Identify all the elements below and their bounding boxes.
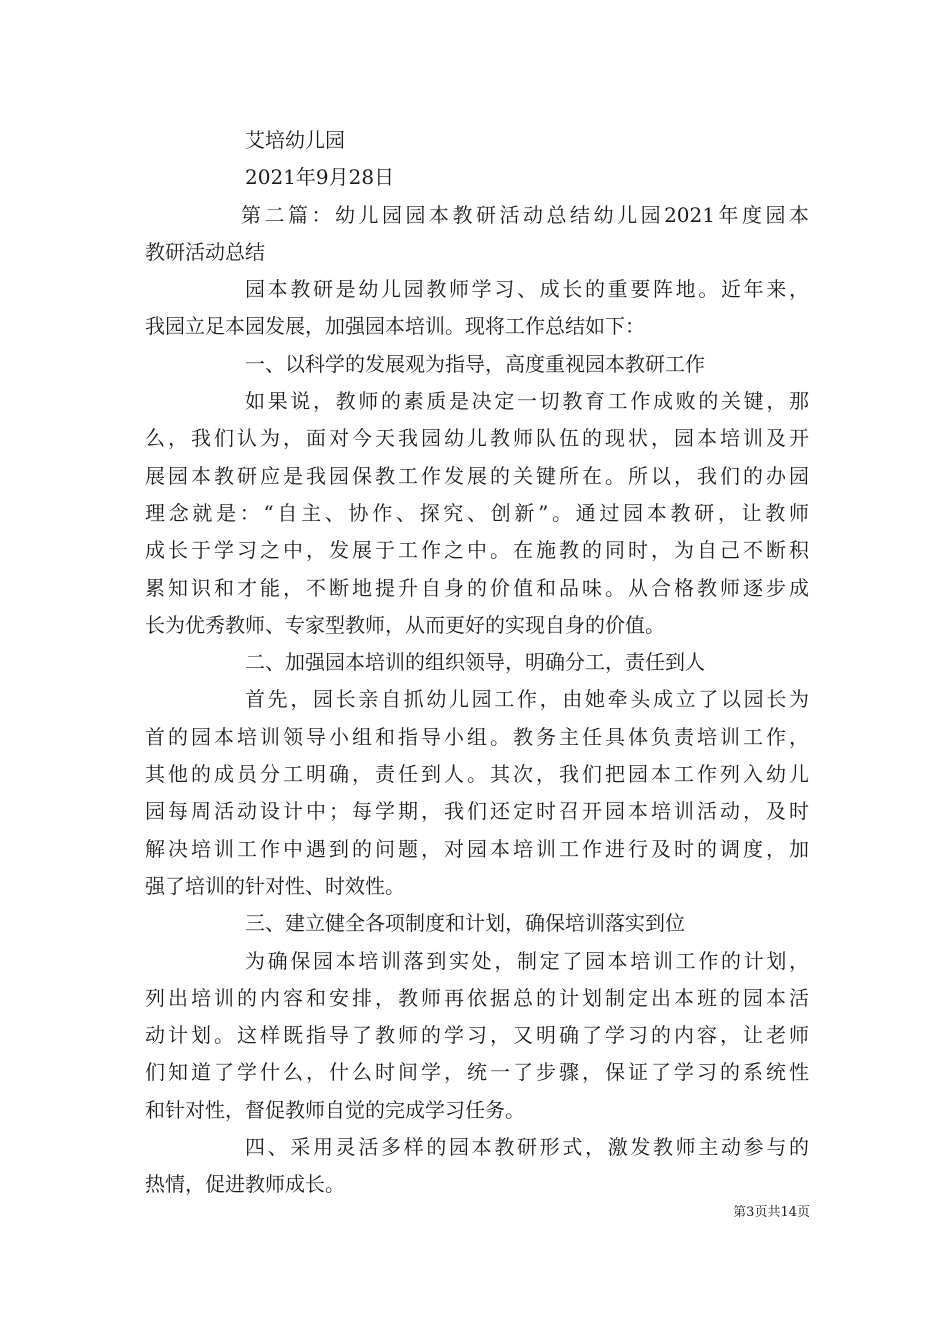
- text-line: 理念就是：“自主、协作、探究、创新”。通过园本教研，让教师: [145, 500, 809, 525]
- text-line: 列出培训的内容和安排，教师再依据总的计划制定出本班的园本活: [145, 985, 809, 1010]
- text-line: 动计划。这样既指导了教师的学习，又明确了学习的内容，让老师: [145, 1023, 809, 1048]
- text-line: 首先，园长亲自抓幼儿园工作，由她牵头成立了以园长为: [245, 687, 809, 712]
- text-line: 解决培训工作中遇到的问题，对园本培训工作进行及时的调度，加: [145, 836, 809, 861]
- text-line: 教研活动总结: [145, 239, 265, 264]
- text-line: 热情，促进教师成长。: [145, 1172, 345, 1197]
- section-heading: 三、建立健全各项制度和计划，确保培训落实到位: [245, 911, 685, 936]
- text-line: 如果说，教师的素质是决定一切教育工作成败的关键，那: [245, 389, 809, 414]
- text-line: 强了培训的针对性、时效性。: [145, 873, 405, 898]
- text-line: 首的园本培训领导小组和指导小组。教务主任具体负责培训工作，: [145, 724, 809, 749]
- text-line: 为确保园本培训落到实处，制定了园本培训工作的计划，: [245, 948, 809, 973]
- section-heading: 四、采用灵活多样的园本教研形式，激发教师主动参与的: [245, 1135, 809, 1160]
- text-line: 2021年9月28日: [245, 165, 395, 190]
- text-line: 艾培幼儿园: [245, 128, 345, 152]
- page-number: 第3页共14页: [733, 1205, 810, 1220]
- text-line: 园每周活动设计中；每学期，我们还定时召开园本培训活动，及时: [145, 799, 809, 824]
- text-line: 和针对性，督促教师自觉的完成学习任务。: [145, 1097, 525, 1122]
- text-line: 累知识和才能，不断地提升自身的价值和品味。从合格教师逐步成: [145, 575, 809, 600]
- section-heading: 一、以科学的发展观为指导，高度重视园本教研工作: [245, 351, 705, 376]
- text-line: 第二篇：幼儿园园本教研活动总结幼儿园2021年度园本: [241, 202, 809, 227]
- document-body: [145, 122, 809, 1204]
- text-line: 其他的成员分工明确，责任到人。其次，我们把园本工作列入幼儿: [145, 762, 809, 787]
- text-line: 成长于学习之中，发展于工作之中。在施教的同时，为自己不断积: [145, 538, 809, 563]
- text-line: 长为优秀教师、专家型教师，从而更好的实现自身的价值。: [145, 612, 665, 637]
- text-line: 园本教研是幼儿园教师学习、成长的重要阵地。近年来，: [245, 277, 809, 302]
- text-line: 展园本教研应是我园保教工作发展的关键所在。所以，我们的办园: [145, 463, 809, 488]
- text-line: 们知道了学什么，什么时间学，统一了步骤，保证了学习的系统性: [145, 1060, 809, 1085]
- text-line: 么，我们认为，面对今天我园幼儿教师队伍的现状，园本培训及开: [145, 426, 809, 451]
- text-line: 我园立足本园发展，加强园本培训。现将工作总结如下：: [145, 314, 645, 339]
- section-heading: 二、加强园本培训的组织领导，明确分工，责任到人: [245, 650, 705, 675]
